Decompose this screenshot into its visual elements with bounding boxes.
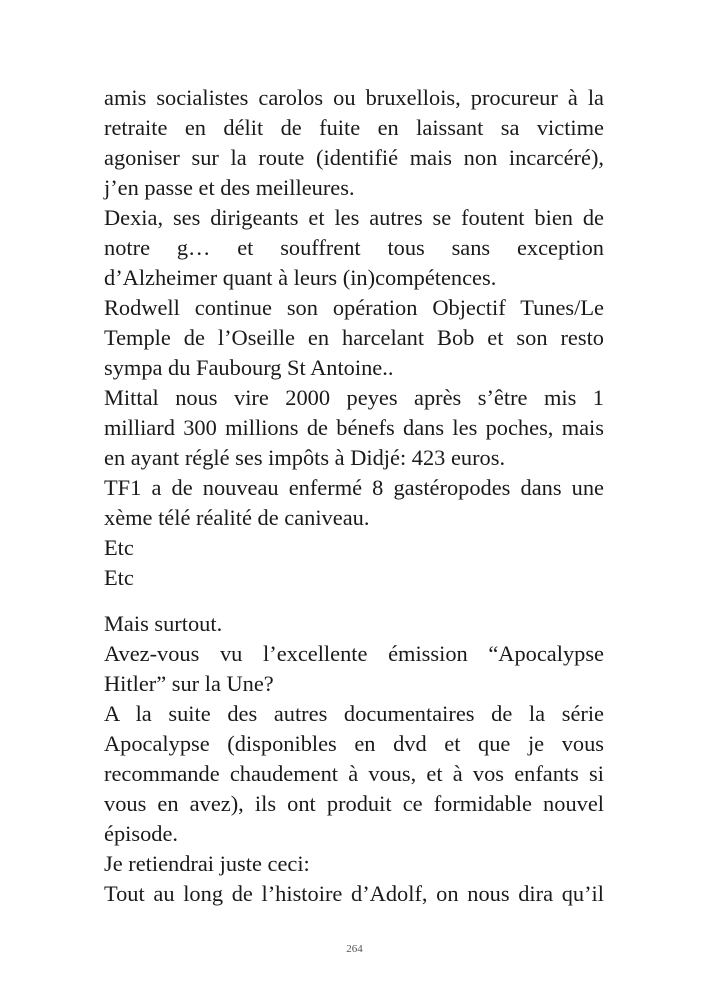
text-line: milliard 300 millions de bénefs dans les poches, mais — [104, 415, 604, 440]
paragraph-gap — [104, 593, 604, 609]
text-line: Etc — [104, 565, 134, 590]
text-line: A la suite des autres documentaires de la série — [104, 701, 604, 726]
text-line: épisode. — [104, 821, 178, 846]
body-text — [104, 83, 604, 909]
text-line: Apocalypse (disponibles en dvd et que je vous — [104, 731, 604, 756]
text-line: sympa du Faubourg St Antoine.. — [104, 355, 394, 380]
text-line: Etc — [104, 535, 134, 560]
page-number: 264 — [346, 943, 363, 955]
text-line: Hitler” sur la Une? — [104, 671, 274, 696]
text-line: Tout au long de l’histoire d’Adolf, on nous dira qu’il — [104, 881, 604, 906]
text-line: j’en passe et des meilleures. — [104, 175, 355, 200]
text-line: en ayant réglé ses impôts à Didjé: 423 euros. — [104, 445, 506, 470]
text-line: recommande chaudement à vous, et à vos enfants si — [104, 761, 604, 786]
text-line: Mais surtout. — [104, 611, 223, 636]
text-line: Temple de l’Oseille en harcelant Bob et son resto — [104, 325, 604, 350]
text-line: Je retiendrai juste ceci: — [104, 851, 310, 876]
text-line: notre g… et souffrent tous sans exception — [104, 235, 604, 260]
text-line: vous en avez), ils ont produit ce formidable nouvel — [104, 791, 604, 816]
text-line: retraite en délit de fuite en laissant sa victime — [104, 115, 604, 140]
text-line: xème télé réalité de caniveau. — [104, 505, 370, 530]
text-line: Rodwell continue son opération Objectif Tunes/Le — [104, 295, 604, 320]
text-line: amis socialistes carolos ou bruxellois, procureur à la — [104, 85, 604, 110]
text-line: TF1 a de nouveau enfermé 8 gastéropodes dans une — [104, 475, 604, 500]
text-line: d’Alzheimer quant à leurs (in)compétences. — [104, 265, 497, 290]
text-line: Dexia, ses dirigeants et les autres se foutent bien de — [104, 205, 604, 230]
text-line: Mittal nous vire 2000 peyes après s’être mis 1 — [104, 385, 604, 410]
text-line: Avez-vous vu l’excellente émission “Apocalypse — [104, 641, 604, 666]
text-line: agoniser sur la route (identifié mais non incarcéré), — [104, 145, 604, 170]
